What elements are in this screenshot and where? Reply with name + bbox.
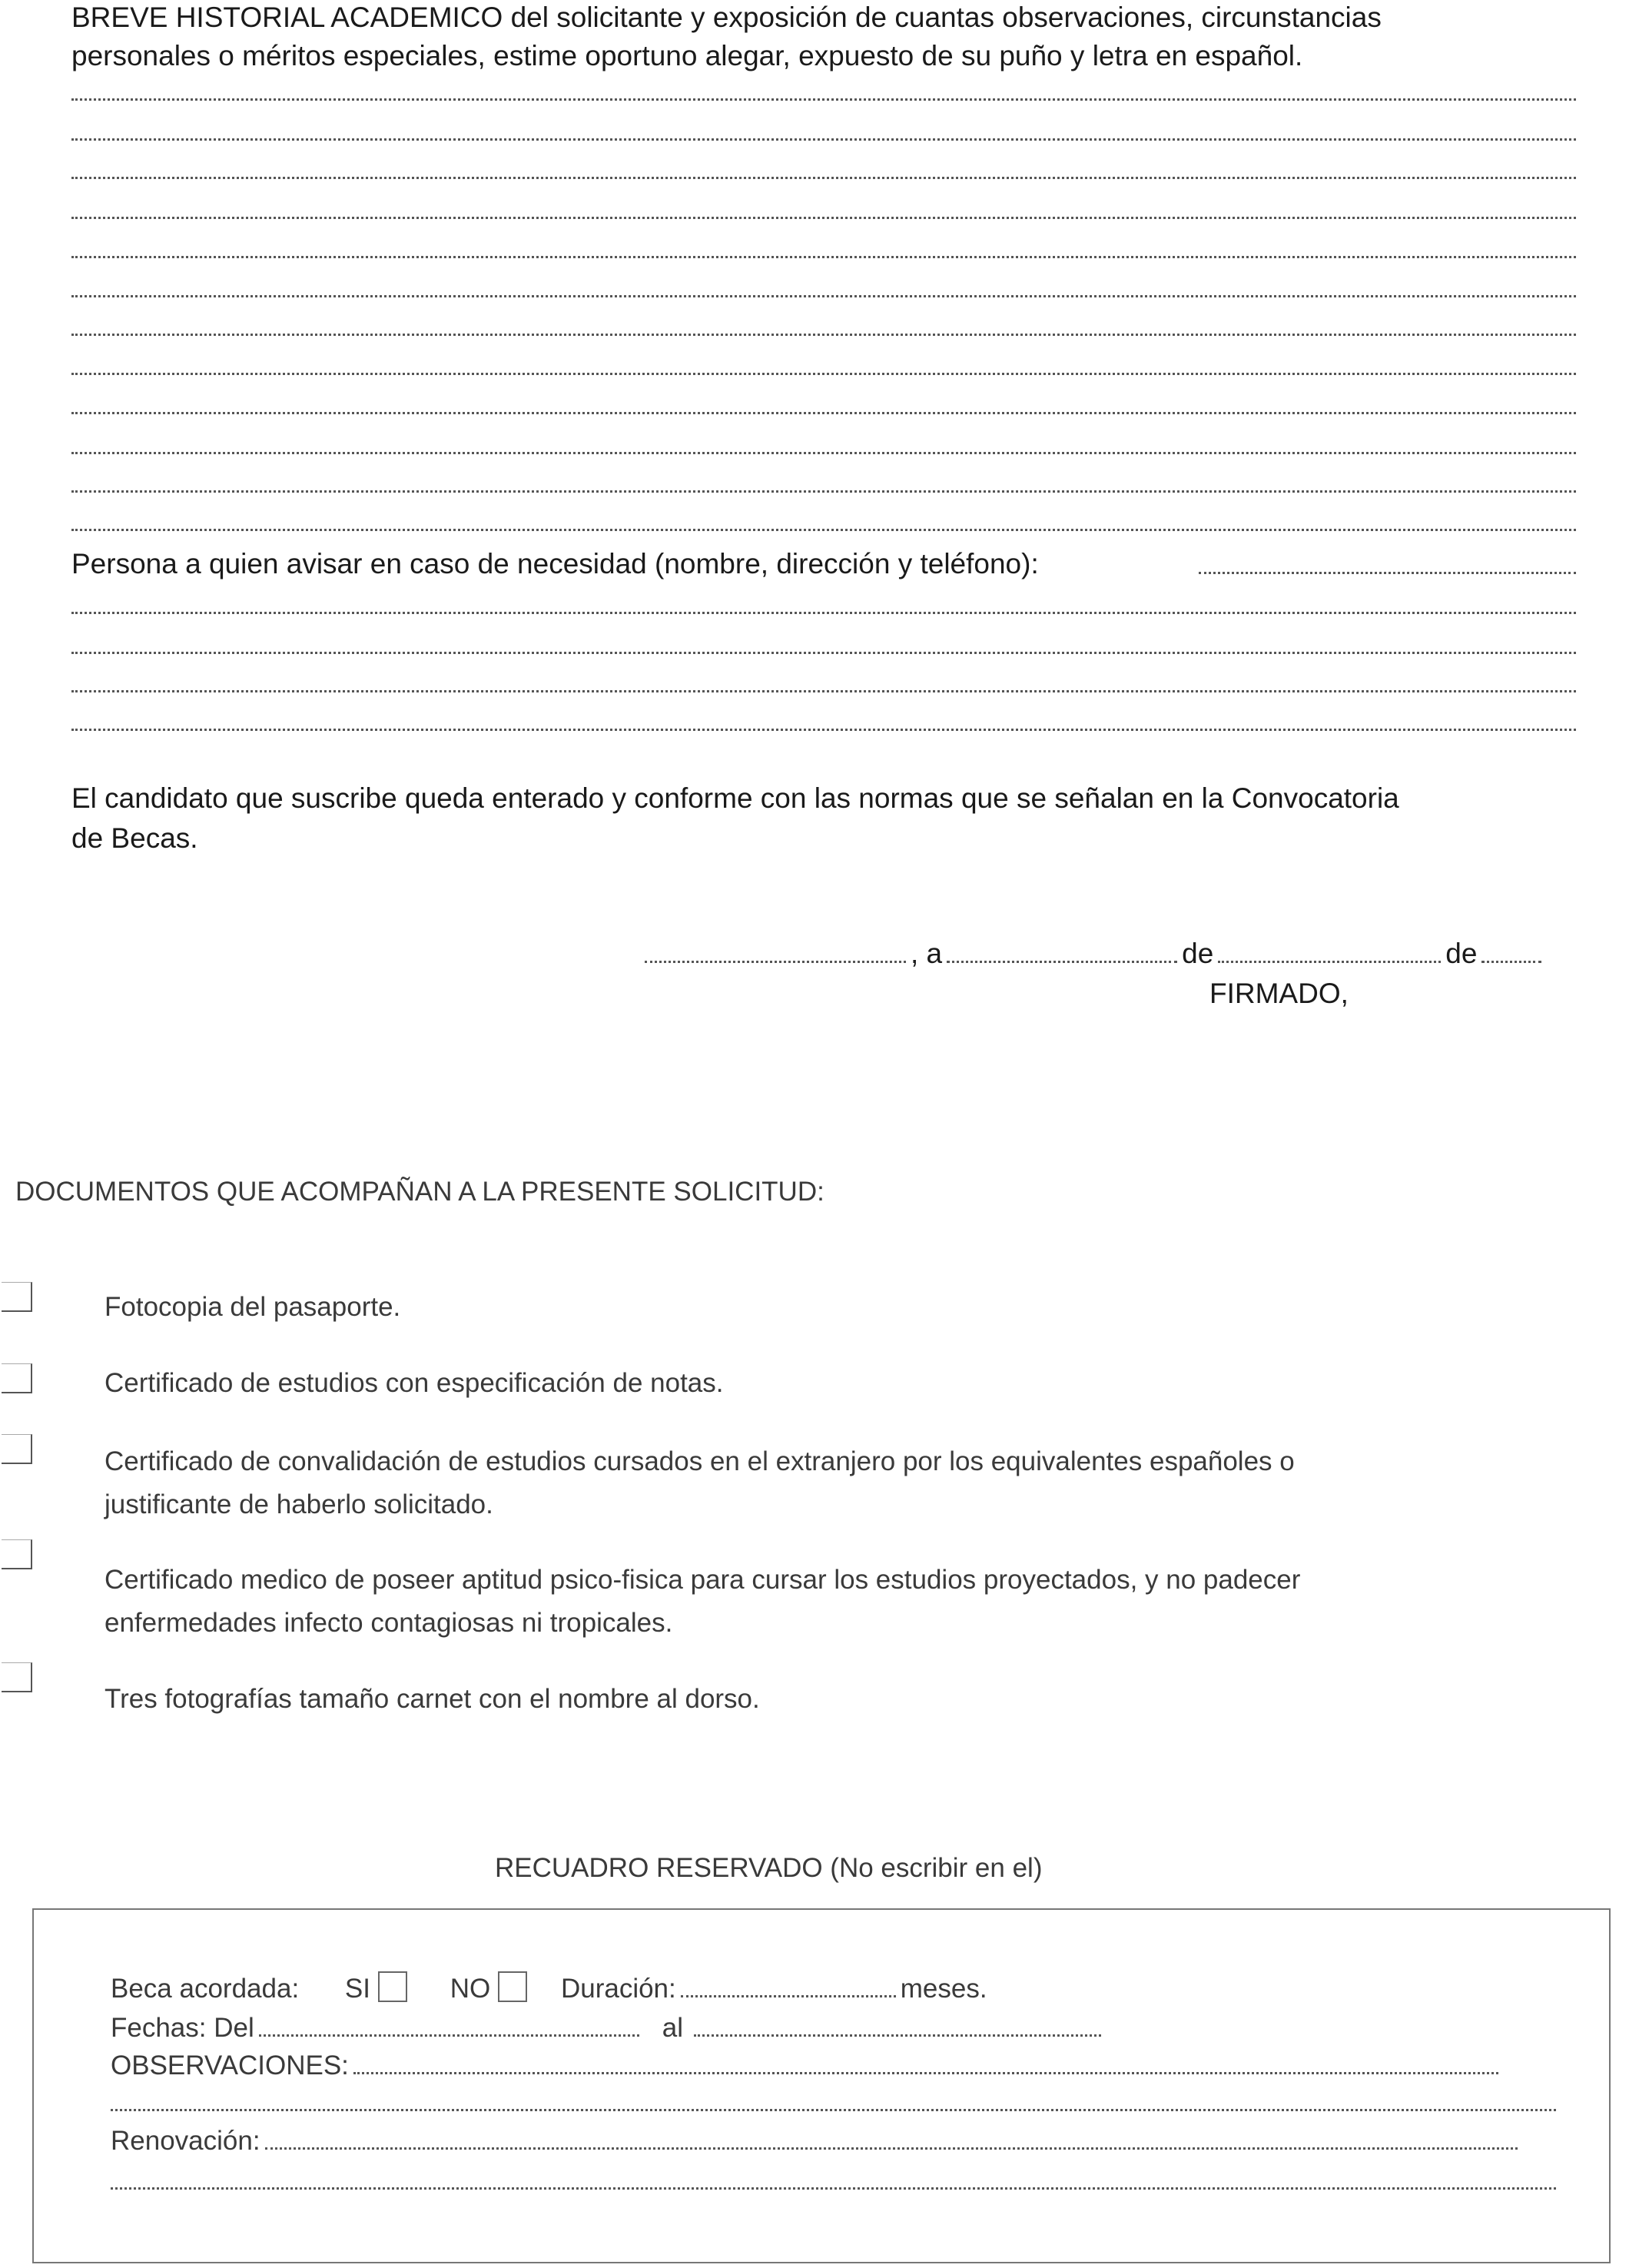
fecha-del-field[interactable] [259, 2034, 639, 2037]
document-item-line: justificante de haberlo solicitado. [105, 1489, 493, 1519]
observaciones-line[interactable] [111, 2109, 1556, 2111]
document-item-grades [105, 1362, 1564, 1405]
year-field[interactable] [1481, 961, 1541, 963]
fecha-al-field[interactable] [694, 2034, 1101, 2037]
writing-line[interactable] [71, 529, 1576, 531]
writing-line[interactable] [71, 412, 1576, 414]
writing-line[interactable] [71, 138, 1576, 141]
writing-line[interactable] [71, 452, 1576, 454]
document-item-line: enfermedades infecto contagiosas ni tropicales. [105, 1608, 673, 1638]
document-item-line: Tres fotografías tamaño carnet con el nombre al dorso. [105, 1684, 760, 1714]
signed-label: FIRMADO, [1209, 978, 1349, 1009]
place-field[interactable] [645, 961, 906, 963]
al-label: al [662, 2013, 683, 2043]
reserved-box [32, 1908, 1611, 2263]
writing-line[interactable] [71, 490, 1576, 493]
writing-line[interactable] [71, 217, 1576, 219]
renovacion-line[interactable] [111, 2187, 1556, 2190]
meses-label: meses. [900, 1974, 987, 2004]
date-de-label-2: de [1445, 938, 1478, 969]
documents-heading: DOCUMENTOS QUE ACOMPAÑAN A LA PRESENTE SOLICITUD: [15, 1177, 824, 1207]
renovacion-label: Renovación: [111, 2126, 260, 2156]
document-item-line: Certificado medico de poseer aptitud psico-fisica para cursar los estudios proyectados, y no padecer [105, 1565, 1301, 1595]
checkbox-grades[interactable] [2, 1363, 32, 1393]
duracion-field[interactable] [681, 1995, 896, 1997]
contact-line[interactable] [71, 652, 1576, 654]
document-item-medical [105, 1559, 1564, 1645]
writing-line[interactable] [71, 98, 1576, 101]
document-item-line: Fotocopia del pasaporte. [105, 1292, 401, 1322]
checkbox-medical[interactable] [2, 1539, 32, 1569]
fechas-label: Fechas: Del [111, 2013, 254, 2043]
observaciones-field[interactable] [353, 2072, 1498, 2074]
agreement-line-1: El candidato que suscribe queda enterado y conforme con las normas que se señalan en la Convocatoria [71, 782, 1399, 814]
date-a-label: , a [911, 938, 943, 969]
writing-line[interactable] [71, 256, 1576, 258]
document-item-validation [105, 1440, 1564, 1526]
contact-line[interactable] [71, 729, 1576, 731]
si-checkbox[interactable] [378, 1971, 407, 2002]
checkbox-validation[interactable] [2, 1434, 32, 1464]
checkbox-photos[interactable] [2, 1662, 32, 1692]
reserved-title: RECUADRO RESERVADO (No escribir en el) [495, 1853, 1043, 1883]
no-label: NO [450, 1974, 491, 2004]
month-field[interactable] [1218, 961, 1441, 963]
duracion-label: Duración: [560, 1974, 676, 2004]
agreement-line-2: de Becas. [71, 822, 198, 854]
contact-line[interactable] [71, 690, 1576, 692]
writing-line[interactable] [71, 373, 1576, 375]
observaciones-label: OBSERVACIONES: [111, 2050, 349, 2080]
renovacion-field[interactable] [265, 2147, 1518, 2150]
contact-line[interactable] [71, 612, 1576, 614]
observaciones-row [111, 2050, 1503, 2081]
beca-label: Beca acordada: [111, 1974, 300, 2004]
date-line [640, 938, 1546, 970]
no-checkbox[interactable] [498, 1971, 527, 2002]
document-item-passport [105, 1286, 1564, 1329]
checkbox-passport[interactable] [2, 1282, 32, 1312]
renovacion-row [111, 2126, 1522, 2157]
writing-line[interactable] [71, 177, 1576, 179]
date-de-label-1: de [1182, 938, 1214, 969]
writing-line[interactable] [71, 295, 1576, 297]
si-label: SI [344, 1974, 370, 2004]
fechas-row [111, 2013, 1106, 2044]
contact-field[interactable] [1199, 572, 1576, 574]
document-item-line: Certificado de estudios con especificación de notas. [105, 1368, 724, 1398]
document-item-photos [105, 1678, 1564, 1721]
writing-line[interactable] [71, 334, 1576, 336]
intro-line-2: personales o méritos especiales, estime oportuno alegar, expuesto de su puño y letra en español. [71, 40, 1303, 71]
document-item-line: Certificado de convalidación de estudios cursados en el extranjero por los equivalentes españoles o [105, 1446, 1295, 1476]
intro-line-1: BREVE HISTORIAL ACADEMICO del solicitante y exposición de cuantas observaciones, circunstancias [71, 2, 1382, 33]
beca-row [111, 1971, 987, 2004]
day-field[interactable] [947, 961, 1177, 963]
contact-label: Persona a quien avisar en caso de necesidad (nombre, dirección y teléfono): [71, 548, 1039, 579]
